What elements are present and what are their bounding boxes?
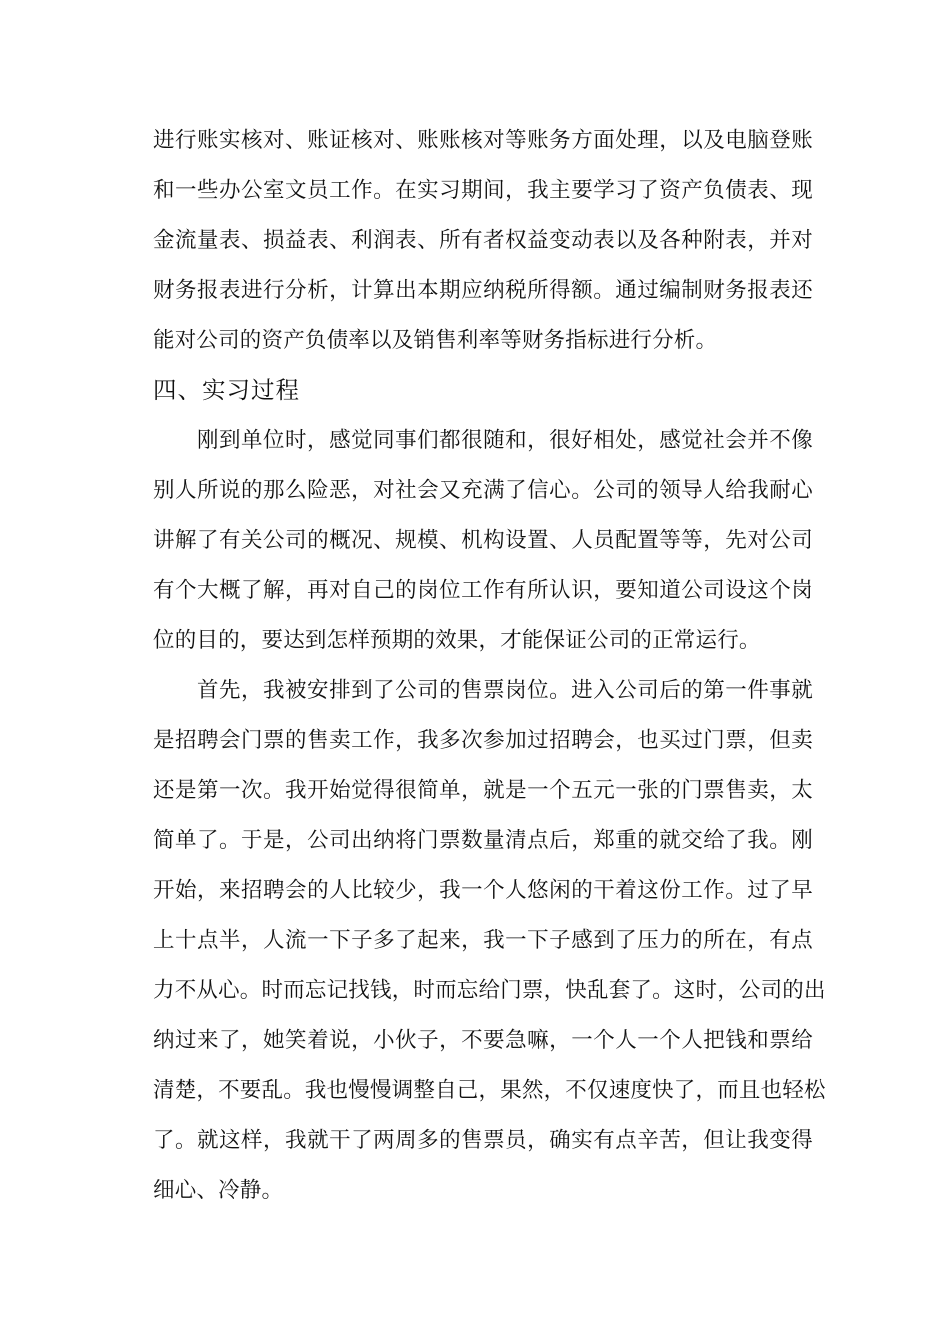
p2-line-6: 上十点半，人流一下子多了起来，我一下子感到了压力的所在，有点 [153,928,813,953]
p2-line-1: 首先，我被安排到了公司的售票岗位。进入公司后的第一件事就 [197,678,813,703]
intro-line-1: 进行账实核对、账证核对、账账核对等账务方面处理，以及电脑登账 [153,128,813,153]
p2-line-8: 纳过来了，她笑着说，小伙子，不要急嘛，一个人一个人把钱和票给 [153,1028,813,1053]
intro-line-2: 和一些办公室文员工作。在实习期间，我主要学习了资产负债表、现 [153,178,813,203]
intro-line-4: 财务报表进行分析，计算出本期应纳税所得额。通过编制财务报表还 [153,278,813,303]
p1-line-2: 别人所说的那么险恶，对社会又充满了信心。公司的领导人给我耐心 [153,478,813,503]
p1-line-1: 刚到单位时，感觉同事们都很随和，很好相处，感觉社会并不像 [197,428,813,453]
p2-line-9: 清楚，不要乱。我也慢慢调整自己，果然，不仅速度快了，而且也轻松 [153,1078,826,1103]
intro-line-3: 金流量表、损益表、利润表、所有者权益变动表以及各种附表，并对 [153,228,813,253]
p2-line-7: 力不从心。时而忘记找钱，时而忘给门票，快乱套了。这时，公司的出 [153,978,826,1003]
intro-line-5: 能对公司的资产负债率以及销售利率等财务指标进行分析。 [153,328,718,353]
p2-line-11: 细心、冷静。 [153,1178,284,1203]
p1-line-5: 位的目的，要达到怎样预期的效果，才能保证公司的正常运行。 [153,628,761,653]
p2-line-3: 还是第一次。我开始觉得很简单，就是一个五元一张的门票售卖，太 [153,778,813,803]
p2-line-10: 了。就这样，我就干了两周多的售票员，确实有点辛苦，但让我变得 [153,1128,813,1153]
p1-line-3: 讲解了有关公司的概况、规模、机构设置、人员配置等等，先对公司 [153,528,813,553]
p2-line-2: 是招聘会门票的售卖工作，我多次参加过招聘会，也买过门票，但卖 [153,728,813,753]
p1-line-4: 有个大概了解，再对自己的岗位工作有所认识，要知道公司设这个岗 [153,578,813,603]
p2-line-5: 开始，来招聘会的人比较少，我一个人悠闲的干着这份工作。过了早 [153,878,813,903]
p2-line-4: 简单了。于是，公司出纳将门票数量清点后，郑重的就交给了我。刚 [153,828,813,853]
section-heading: 四、实习过程 [153,376,300,404]
